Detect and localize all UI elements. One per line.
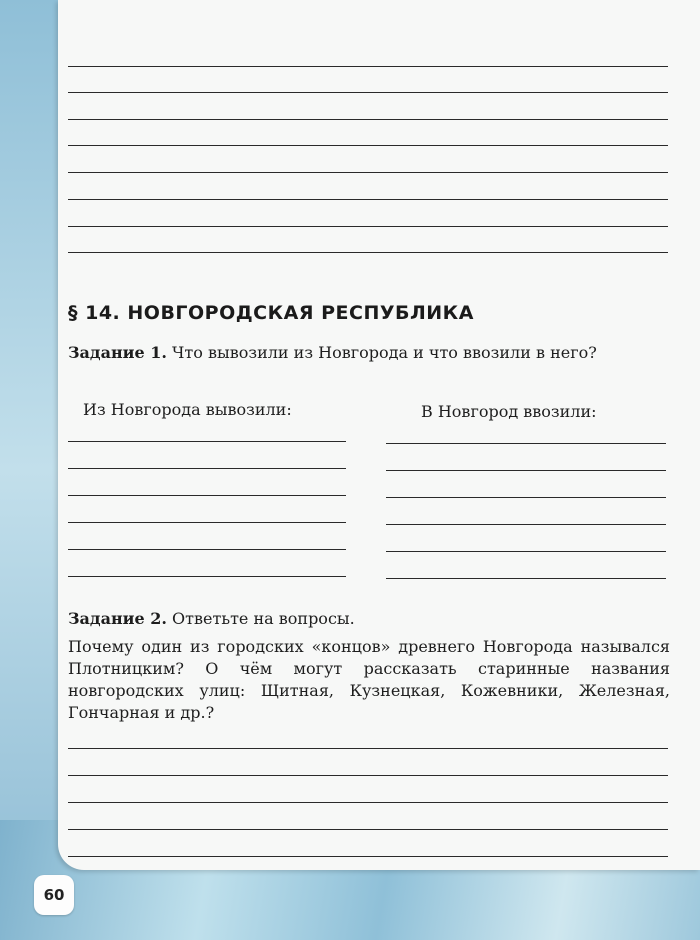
imported-answer-line[interactable] — [386, 470, 666, 471]
task-2-label: Задание 2. — [68, 609, 167, 628]
background-left — [0, 0, 60, 940]
answer-line[interactable] — [68, 802, 668, 803]
task-2 — [68, 608, 668, 630]
imported-column-label: В Новгород ввозили: — [421, 402, 597, 421]
exported-answer-line[interactable] — [68, 576, 346, 577]
answer-line[interactable] — [68, 748, 668, 749]
imported-answer-line[interactable] — [386, 497, 666, 498]
workbook-page — [58, 0, 700, 870]
answer-line[interactable] — [68, 226, 668, 227]
imported-answer-line[interactable] — [386, 524, 666, 525]
task-1-text: Что вывозили из Новгорода и что ввозили в него? — [166, 343, 597, 362]
page-number: 60 — [34, 875, 74, 915]
exported-answer-line[interactable] — [68, 495, 346, 496]
answer-line[interactable] — [68, 252, 668, 253]
answer-line[interactable] — [68, 199, 668, 200]
exported-answer-line[interactable] — [68, 441, 346, 442]
exported-answer-line[interactable] — [68, 468, 346, 469]
exported-answer-line[interactable] — [68, 549, 346, 550]
exported-column-label: Из Новгорода вывозили: — [83, 400, 292, 419]
answer-line[interactable] — [68, 856, 668, 857]
task-1-label: Задание 1. — [68, 343, 167, 362]
answer-line[interactable] — [68, 172, 668, 173]
answer-line[interactable] — [68, 119, 668, 120]
task-1 — [68, 342, 668, 364]
answer-line[interactable] — [68, 92, 668, 93]
exported-answer-line[interactable] — [68, 522, 346, 523]
answer-line[interactable] — [68, 145, 668, 146]
imported-answer-line[interactable] — [386, 551, 666, 552]
answer-line[interactable] — [68, 66, 668, 67]
answer-line[interactable] — [68, 829, 668, 830]
imported-answer-line[interactable] — [386, 578, 666, 579]
answer-line[interactable] — [68, 775, 668, 776]
task-2-question: Почему один из городских «концов» древнего Новгорода назывался Плотницким? О чём могут рассказать старинные названия новгородских улиц: Щитная, Кузнецкая, Кожевники, Железная, Гончарная и др.? — [68, 637, 670, 722]
imported-answer-line[interactable] — [386, 443, 666, 444]
section-heading: § 14. НОВГОРОДСКАЯ РЕСПУБЛИКА — [68, 302, 474, 324]
task-2-text: Ответьте на вопросы. — [166, 609, 355, 628]
